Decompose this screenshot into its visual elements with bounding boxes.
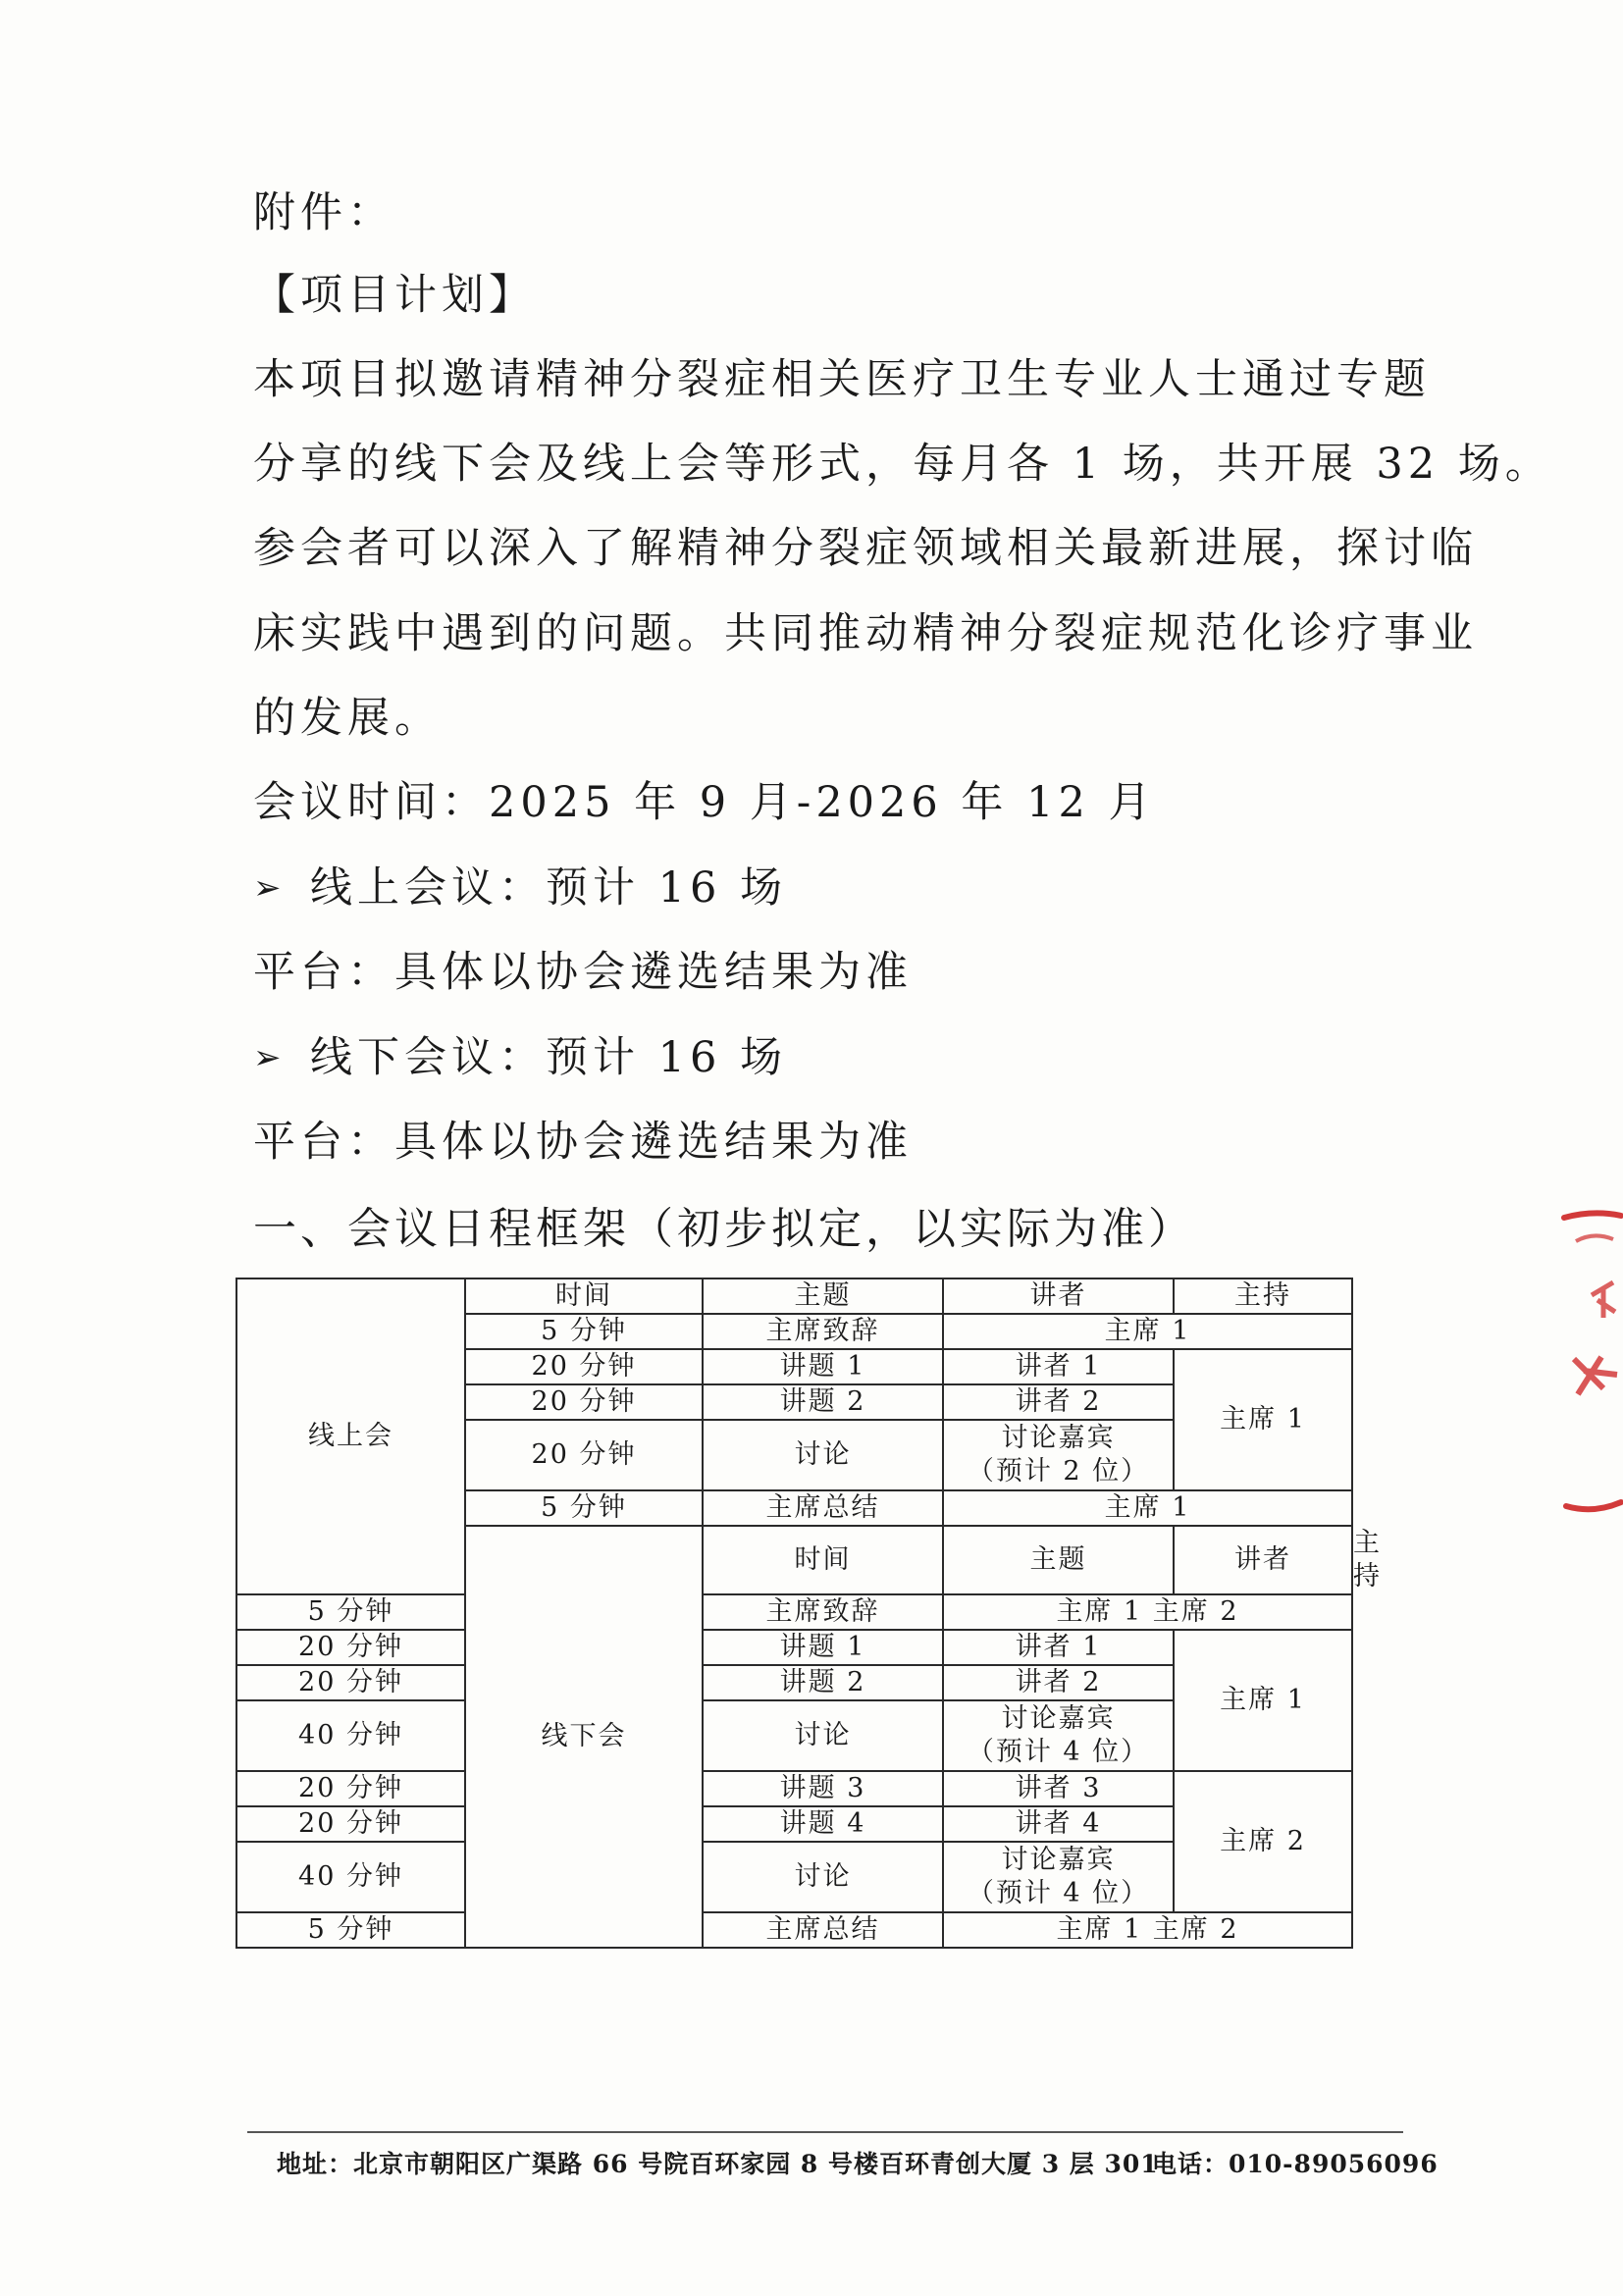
cell-time: 5 分钟 bbox=[465, 1490, 703, 1526]
stamp-seal-icon bbox=[1554, 1202, 1623, 1526]
speaker-line: （预计 4 位） bbox=[967, 1737, 1150, 1767]
table-row bbox=[236, 1771, 1352, 1806]
intro-line-2: 分享的线下会及线上会等形式，每月各 1 场，共开展 32 场。 bbox=[253, 440, 1552, 489]
intro-line-4: 床实践中遇到的问题。共同推动精神分裂症规范化诊疗事业 bbox=[253, 609, 1478, 658]
header-time: 时间 bbox=[703, 1526, 943, 1594]
online-platform: 平台：具体以协会遴选结果为准 bbox=[253, 948, 913, 997]
header-speaker: 讲者 bbox=[1174, 1526, 1352, 1594]
online-meeting-item bbox=[253, 863, 788, 913]
cell-time: 5 分钟 bbox=[236, 1594, 465, 1630]
cell-topic: 讲题 2 bbox=[703, 1384, 943, 1420]
table-row: 线下会 时间 主题 讲者 主持 bbox=[236, 1526, 1352, 1594]
cell-host: 主席 1 bbox=[1174, 1349, 1352, 1490]
table-row bbox=[236, 1630, 1352, 1665]
cell-topic: 主席总结 bbox=[703, 1912, 943, 1948]
cell-speaker: 讲者 2 bbox=[943, 1665, 1174, 1700]
cell-topic: 讲题 1 bbox=[703, 1630, 943, 1665]
cell-topic: 讲题 4 bbox=[703, 1806, 943, 1842]
arrow-bullet-icon: ➢ bbox=[253, 868, 287, 908]
cell-topic: 主席致辞 bbox=[703, 1594, 943, 1630]
cell-speaker: 主席 1 主席 2 bbox=[943, 1594, 1352, 1630]
cell-speaker: 讲者 1 bbox=[943, 1630, 1174, 1665]
cell-host: 主席 2 bbox=[1174, 1771, 1352, 1912]
cell-speaker: 讲者 4 bbox=[943, 1806, 1174, 1842]
speaker-line: 讨论嘉宾 bbox=[1001, 1423, 1116, 1453]
cell-speaker: 主席 1 主席 2 bbox=[943, 1912, 1352, 1948]
offline-platform: 平台：具体以协会遴选结果为准 bbox=[253, 1118, 913, 1167]
cell-time: 20 分钟 bbox=[465, 1384, 703, 1420]
schedule-table bbox=[236, 1278, 1382, 1949]
header-topic: 主题 bbox=[943, 1526, 1174, 1594]
header-host: 主持 bbox=[1174, 1278, 1352, 1314]
header-time: 时间 bbox=[465, 1278, 703, 1314]
cell-speaker: 讲者 3 bbox=[943, 1771, 1174, 1806]
cell-topic: 主席总结 bbox=[703, 1490, 943, 1526]
cell-speaker bbox=[943, 1420, 1174, 1490]
intro-line-5: 的发展。 bbox=[253, 694, 442, 743]
cell-time: 20 分钟 bbox=[236, 1630, 465, 1665]
offline-meeting-item bbox=[253, 1033, 788, 1082]
offline-session-label: 线下会 bbox=[465, 1526, 703, 1948]
online-meeting-label: 线上会议：预计 16 场 bbox=[310, 863, 788, 913]
cell-host: 主席 1 bbox=[1174, 1630, 1352, 1771]
header-topic: 主题 bbox=[703, 1278, 943, 1314]
cell-topic: 讨论 bbox=[703, 1420, 943, 1490]
table-row bbox=[236, 1912, 1352, 1948]
header-speaker: 讲者 bbox=[943, 1278, 1174, 1314]
cell-topic: 讨论 bbox=[703, 1842, 943, 1912]
cell-time: 20 分钟 bbox=[236, 1806, 465, 1842]
cell-topic: 主席致辞 bbox=[703, 1314, 943, 1349]
table-row bbox=[236, 1594, 1352, 1630]
footer-phone: 电话：010-89056096 bbox=[1152, 2150, 1439, 2178]
speaker-line: （预计 2 位） bbox=[967, 1456, 1150, 1487]
offline-meeting-label: 线下会议：预计 16 场 bbox=[310, 1033, 788, 1082]
cell-speaker: 讲者 2 bbox=[943, 1384, 1174, 1420]
table-row bbox=[236, 1278, 1352, 1314]
cell-time: 20 分钟 bbox=[236, 1771, 465, 1806]
cell-topic: 讲题 3 bbox=[703, 1771, 943, 1806]
cell-time: 5 分钟 bbox=[236, 1912, 465, 1948]
cell-speaker bbox=[943, 1700, 1174, 1771]
cell-time: 40 分钟 bbox=[236, 1700, 465, 1771]
cell-topic: 讲题 1 bbox=[703, 1349, 943, 1384]
footer-divider bbox=[247, 2131, 1403, 2133]
cell-speaker: 讲者 1 bbox=[943, 1349, 1174, 1384]
cell-topic: 讲题 2 bbox=[703, 1665, 943, 1700]
online-session-label: 线上会 bbox=[236, 1278, 465, 1594]
cell-time: 5 分钟 bbox=[465, 1314, 703, 1349]
project-plan-heading: 【项目计划】 bbox=[253, 271, 536, 320]
intro-line-1: 本项目拟邀请精神分裂症相关医疗卫生专业人士通过专题 bbox=[253, 355, 1431, 404]
speaker-line: 讨论嘉宾 bbox=[1001, 1845, 1116, 1875]
cell-time: 20 分钟 bbox=[465, 1420, 703, 1490]
attachment-label: 附件： bbox=[253, 188, 394, 237]
cell-topic: 讨论 bbox=[703, 1700, 943, 1771]
speaker-line: 讨论嘉宾 bbox=[1001, 1703, 1116, 1734]
cell-speaker: 主席 1 bbox=[943, 1314, 1352, 1349]
cell-speaker: 主席 1 bbox=[943, 1490, 1352, 1526]
schedule-section-title: 一、会议日程框架（初步拟定，以实际为准） bbox=[253, 1204, 1195, 1254]
cell-time: 20 分钟 bbox=[236, 1665, 465, 1700]
footer-address: 地址：北京市朝阳区广渠路 66 号院百环家园 8 号楼百环青创大厦 3 层 301 bbox=[277, 2150, 1159, 2178]
intro-line-3: 参会者可以深入了解精神分裂症领域相关最新进展，探讨临 bbox=[253, 524, 1478, 573]
arrow-bullet-icon: ➢ bbox=[253, 1038, 287, 1077]
meeting-time: 会议时间：2025 年 9 月-2026 年 12 月 bbox=[253, 778, 1156, 827]
cell-speaker bbox=[943, 1842, 1174, 1912]
speaker-line: （预计 4 位） bbox=[967, 1878, 1150, 1908]
cell-time: 40 分钟 bbox=[236, 1842, 465, 1912]
cell-time: 20 分钟 bbox=[465, 1349, 703, 1384]
